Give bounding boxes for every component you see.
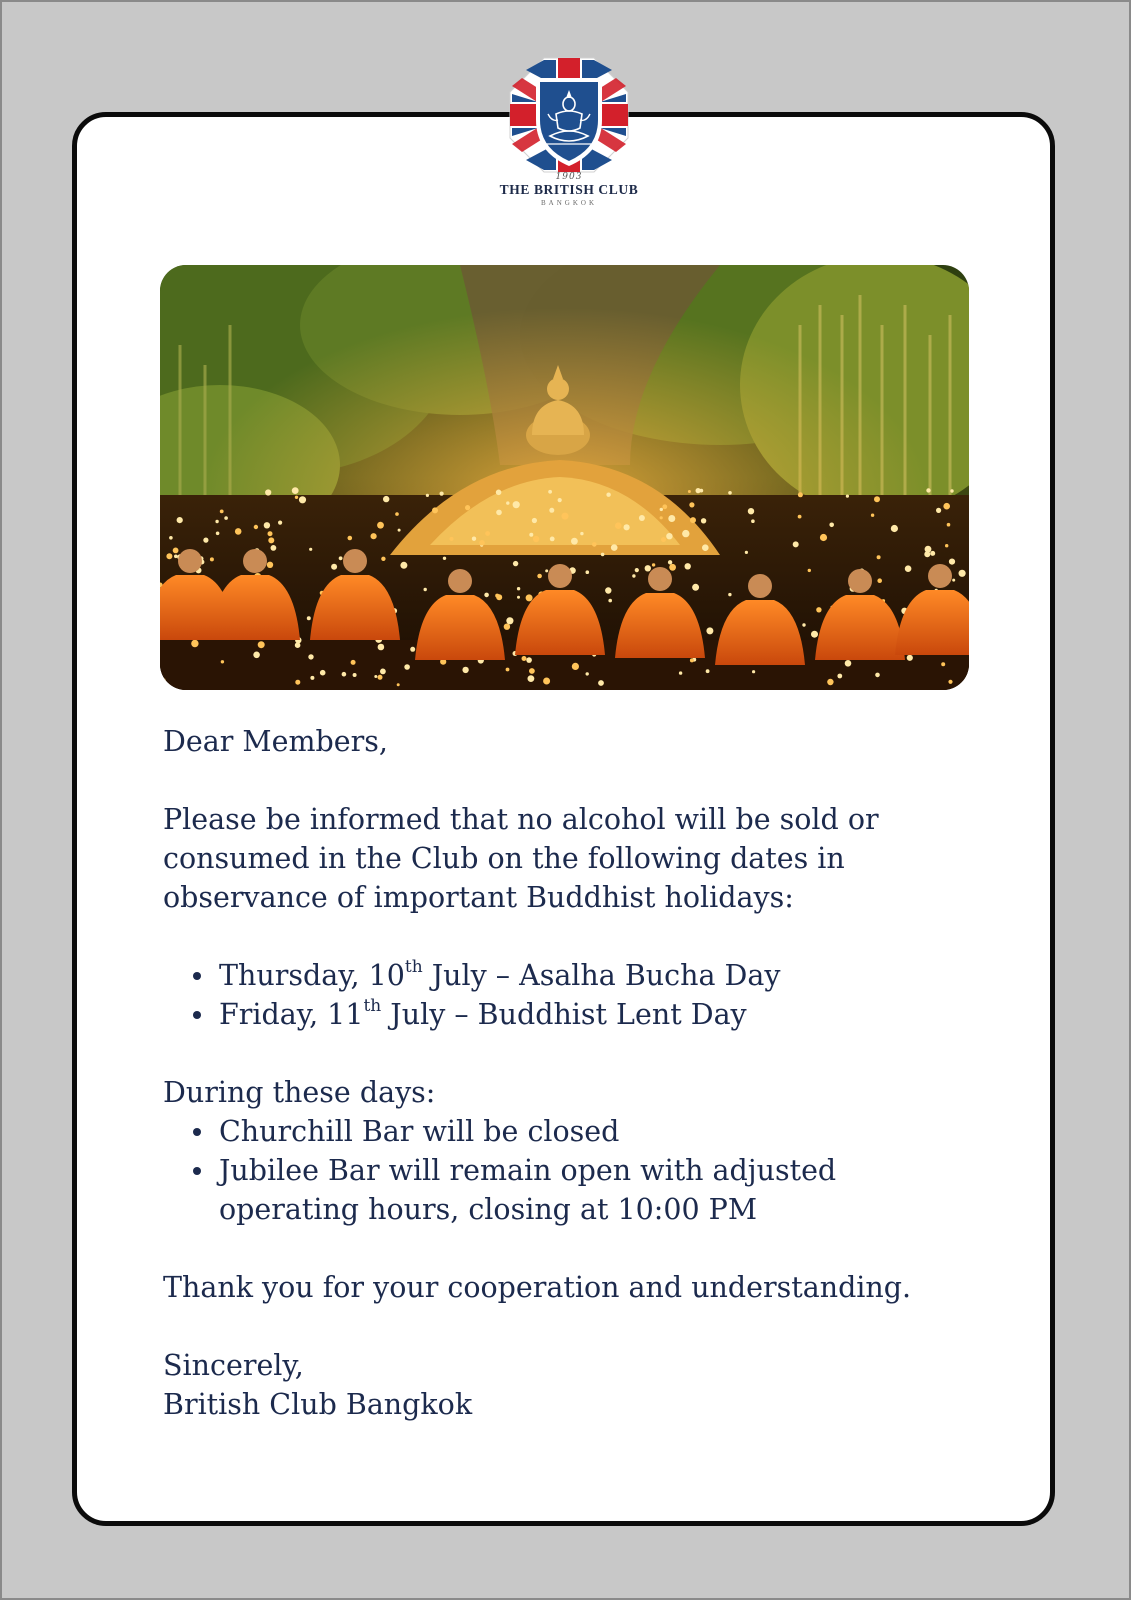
candle-light xyxy=(216,532,220,536)
candle-light xyxy=(706,669,710,673)
candle-light xyxy=(692,584,699,591)
signoff: Sincerely, xyxy=(163,1349,304,1382)
candle-light xyxy=(666,533,672,539)
candle-light xyxy=(380,669,386,675)
candle-light xyxy=(378,675,383,680)
candle-light xyxy=(668,560,672,564)
thanks-line: Thank you for your cooperation and understanding. xyxy=(163,1271,912,1304)
candle-light xyxy=(484,593,489,598)
candle-light xyxy=(381,557,385,561)
spacer xyxy=(163,1307,983,1346)
candle-light xyxy=(682,530,689,537)
candle-light xyxy=(398,529,401,532)
candle-light xyxy=(258,641,265,648)
candle-light xyxy=(308,654,313,659)
candle-light xyxy=(506,668,510,672)
date-holiday: July – Asalha Bucha Day xyxy=(422,959,781,992)
candle-light xyxy=(558,498,562,502)
candle-light xyxy=(395,512,399,516)
candle-light xyxy=(529,533,533,537)
date-suffix: th xyxy=(404,956,423,977)
candle-light xyxy=(802,623,805,626)
candle-light xyxy=(562,513,569,520)
candle-light xyxy=(177,517,183,523)
candle-light xyxy=(877,555,881,559)
date-day: Thursday, 10 xyxy=(219,959,405,992)
candle-light xyxy=(307,616,311,620)
logo-city: BANGKOK xyxy=(541,199,597,207)
notice-letter xyxy=(163,722,983,1424)
candle-light xyxy=(688,490,691,493)
candle-light xyxy=(662,504,667,509)
candle-light xyxy=(752,670,755,673)
candle-light xyxy=(751,519,755,523)
candle-light xyxy=(549,508,554,513)
candle-light xyxy=(543,678,550,685)
candle-light xyxy=(310,676,314,680)
candle-light xyxy=(506,501,509,504)
candle-light xyxy=(495,594,499,598)
candle-light xyxy=(224,516,228,520)
candle-light xyxy=(639,515,645,521)
candle-light xyxy=(874,496,880,502)
candle-light xyxy=(513,501,520,508)
candle-light xyxy=(798,515,802,519)
candle-light xyxy=(949,559,955,565)
candle-light xyxy=(550,537,555,542)
candle-light xyxy=(941,662,945,666)
candle-light xyxy=(265,489,271,495)
candle-light xyxy=(829,523,834,528)
candle-light xyxy=(472,537,476,541)
candle-light xyxy=(701,518,706,523)
candle-light xyxy=(586,570,590,574)
candle-light xyxy=(278,521,282,525)
candle-light xyxy=(331,564,337,570)
candle-light xyxy=(624,524,630,530)
candle-light xyxy=(404,664,410,670)
candle-light xyxy=(210,557,214,561)
candle-light xyxy=(827,679,833,685)
list-item xyxy=(163,995,983,1034)
candle-light xyxy=(660,516,663,519)
candle-light xyxy=(339,556,343,560)
candle-light xyxy=(945,544,948,547)
candle-light xyxy=(268,537,274,543)
candle-light xyxy=(808,569,811,572)
candle-light xyxy=(371,533,377,539)
candle-light xyxy=(877,578,882,583)
spacer xyxy=(163,917,983,956)
candle-light xyxy=(522,656,527,661)
candle-light xyxy=(668,515,675,522)
candle-light xyxy=(440,492,444,496)
candle-light xyxy=(342,672,347,677)
candle-light xyxy=(264,522,270,528)
candle-light xyxy=(660,508,663,511)
candle-light xyxy=(443,557,446,560)
candle-light xyxy=(169,536,173,540)
candle-light xyxy=(348,536,353,541)
list-item: Churchill Bar will be closed xyxy=(163,1112,983,1151)
candle-light xyxy=(959,570,966,577)
signature: British Club Bangkok xyxy=(163,1388,473,1421)
candle-light xyxy=(548,490,552,494)
candle-light xyxy=(871,514,874,517)
candle-light xyxy=(450,537,454,541)
candle-light xyxy=(905,565,912,572)
candle-light xyxy=(661,537,666,542)
candle-light xyxy=(526,657,532,663)
candle-light xyxy=(485,531,490,536)
candle-light xyxy=(533,536,539,542)
candle-light xyxy=(537,574,542,579)
candle-light xyxy=(254,525,258,529)
candle-light xyxy=(271,545,277,551)
candle-light xyxy=(845,660,852,667)
candle-light xyxy=(378,644,385,651)
candle-light xyxy=(166,553,172,559)
candle-light xyxy=(611,544,618,551)
candle-light xyxy=(203,538,208,543)
candle-light xyxy=(426,494,429,497)
candle-light xyxy=(220,510,224,514)
candle-light xyxy=(907,655,913,661)
candle-light xyxy=(816,607,821,612)
candle-light xyxy=(605,587,611,593)
candle-light xyxy=(652,563,655,566)
candle-light xyxy=(513,561,518,566)
candle-light xyxy=(526,594,533,601)
candle-light xyxy=(793,541,799,547)
candle-light xyxy=(592,542,597,547)
candle-light xyxy=(952,579,955,582)
candle-light xyxy=(295,496,298,499)
candle-light xyxy=(432,507,438,513)
candle-light xyxy=(926,488,930,492)
spacer xyxy=(163,1034,983,1073)
candle-light xyxy=(580,532,583,535)
candle-light xyxy=(268,531,273,536)
candle-light xyxy=(400,562,407,569)
candle-light xyxy=(690,658,694,662)
candle-light xyxy=(191,640,198,647)
date-holiday: July – Buddhist Lent Day xyxy=(381,998,747,1031)
candle-light xyxy=(685,563,691,569)
candle-light xyxy=(891,525,898,532)
candle-light xyxy=(517,587,520,590)
candle-light xyxy=(669,564,676,571)
candle-light xyxy=(635,568,639,572)
candle-light xyxy=(689,502,694,507)
candle-light xyxy=(690,517,696,523)
candle-light xyxy=(846,495,849,498)
spacer xyxy=(163,1229,983,1268)
candle-light xyxy=(465,505,470,510)
list-item: Jubilee Bar will remain open with adjusted operating hours, closing at 10:00 PM xyxy=(163,1151,899,1229)
candle-light xyxy=(235,528,242,535)
date-suffix: th xyxy=(363,995,382,1016)
candle-light xyxy=(424,588,427,591)
during-heading: During these days: xyxy=(163,1076,436,1109)
candle-light xyxy=(601,553,605,557)
logo-club-name: THE BRITISH CLUB xyxy=(499,182,639,197)
candle-light xyxy=(545,569,548,572)
candle-light xyxy=(606,493,610,497)
candle-light xyxy=(528,675,535,682)
holiday-dates-list xyxy=(163,956,983,1034)
candle-light xyxy=(299,496,306,503)
candle-light xyxy=(504,624,510,630)
candle-light xyxy=(598,680,604,686)
logo-year: 1903 xyxy=(555,172,583,182)
candle-light xyxy=(173,548,179,554)
candle-light xyxy=(496,490,502,496)
candle-light xyxy=(353,673,357,677)
candle-light xyxy=(632,574,635,577)
candle-light xyxy=(820,534,827,541)
candle-light xyxy=(728,593,731,596)
candle-light xyxy=(292,487,299,494)
candle-light xyxy=(645,565,651,571)
candle-light xyxy=(351,660,356,665)
candle-light xyxy=(374,675,377,678)
candle-light xyxy=(950,489,953,492)
candle-light xyxy=(377,522,384,529)
candle-light xyxy=(295,680,300,685)
candle-light xyxy=(875,673,880,678)
greeting: Dear Members, xyxy=(163,725,388,758)
intro-paragraph: Please be informed that no alcohol will be sold or consumed in the Club on the following dates in observance of important Buddhist holidays: xyxy=(163,803,879,914)
candle-light xyxy=(383,496,389,502)
candle-light xyxy=(410,647,415,652)
candle-light xyxy=(532,518,537,523)
monks-candlelight-buddha-photo xyxy=(160,265,969,690)
candle-light xyxy=(728,491,732,495)
candle-light xyxy=(571,538,578,545)
date-day: Friday, 11 xyxy=(219,998,364,1031)
candle-light xyxy=(517,596,520,599)
candle-light xyxy=(267,562,273,568)
during-list xyxy=(163,1112,983,1229)
candle-light xyxy=(679,671,682,674)
candle-light xyxy=(745,551,748,554)
british-club-crest-icon xyxy=(508,56,630,174)
candle-light xyxy=(320,670,326,676)
candle-light xyxy=(943,503,950,510)
candle-light xyxy=(798,492,803,497)
candle-light xyxy=(924,551,930,557)
club-logo xyxy=(495,56,643,211)
candle-light xyxy=(397,683,400,686)
candle-light xyxy=(748,508,754,514)
candle-light xyxy=(811,631,818,638)
candle-light xyxy=(506,617,513,624)
candle-light xyxy=(215,520,218,523)
candle-light xyxy=(174,555,178,559)
candle-light xyxy=(706,627,713,634)
spacer xyxy=(163,761,983,800)
candle-light xyxy=(702,544,709,551)
candle-light xyxy=(309,548,312,551)
candle-light xyxy=(608,599,612,603)
candle-light xyxy=(930,551,935,556)
candle-light xyxy=(479,540,485,546)
candle-light xyxy=(837,674,842,679)
candle-light xyxy=(572,663,579,670)
candle-light xyxy=(947,523,951,527)
list-item xyxy=(163,956,983,995)
candle-light xyxy=(462,667,468,673)
candle-light xyxy=(529,668,535,674)
candle-light xyxy=(696,488,701,493)
candle-light xyxy=(496,510,502,516)
candle-light xyxy=(615,522,622,529)
candle-light xyxy=(586,672,589,675)
candle-light xyxy=(253,652,260,659)
candle-light xyxy=(936,508,941,513)
candle-light xyxy=(221,660,224,663)
candle-light xyxy=(948,680,952,684)
